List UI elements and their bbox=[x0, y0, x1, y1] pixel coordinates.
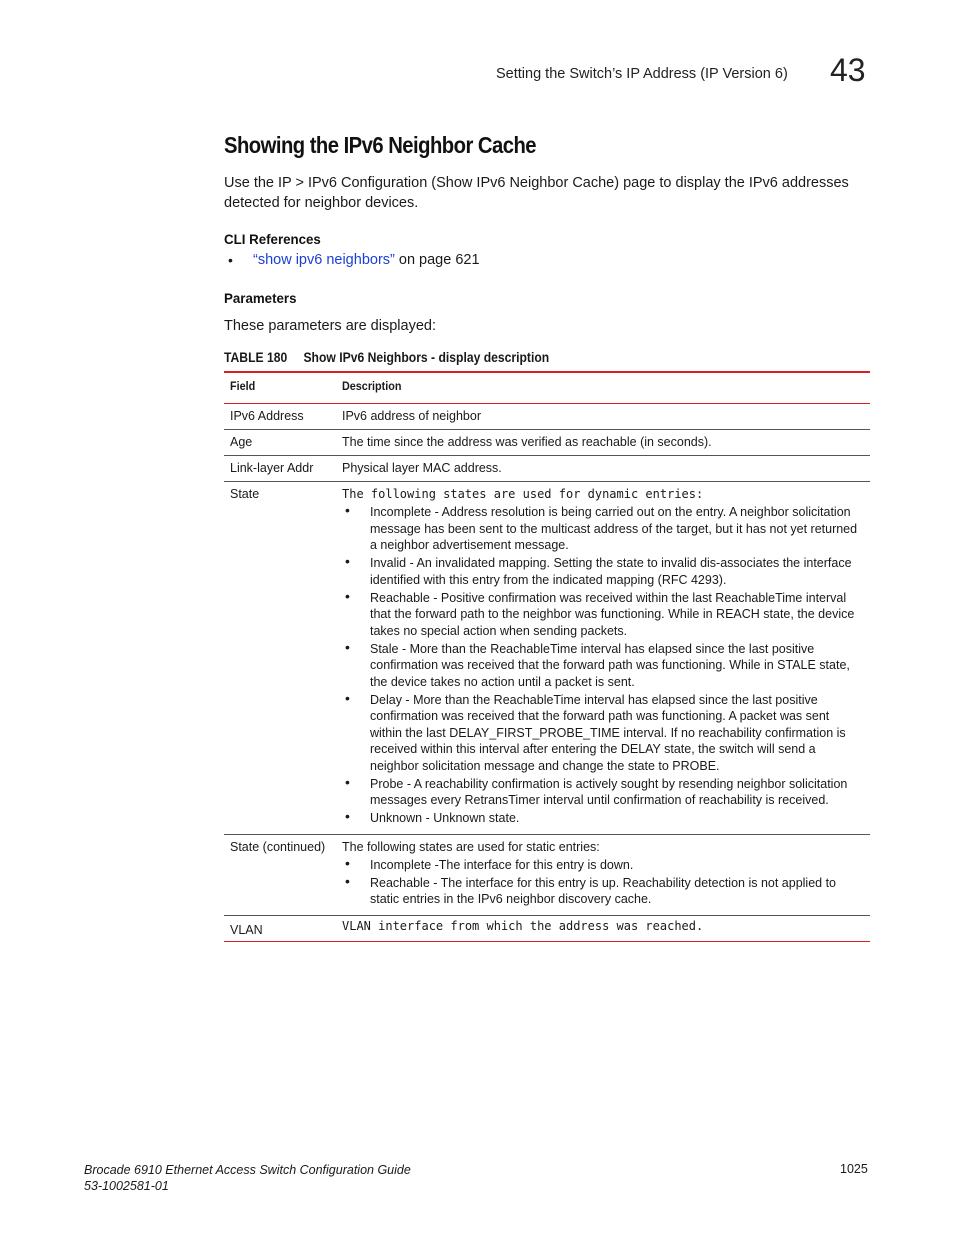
parameters-heading: Parameters bbox=[224, 290, 297, 306]
table-caption-title: Show IPv6 Neighbors - display description bbox=[303, 350, 550, 365]
list-item: • Probe - A reachability confirmation is actively sought by resending neighbor solicitation messages every RetransTimer interval until confirmation of reachability is received. bbox=[345, 773, 848, 807]
table-header-row bbox=[224, 371, 870, 404]
field-cell: IPv6 Address bbox=[230, 409, 304, 423]
table-row bbox=[224, 430, 870, 456]
table-caption-label: TABLE 180 bbox=[224, 350, 288, 365]
table-row bbox=[224, 456, 870, 482]
bullet-icon: • bbox=[345, 872, 350, 889]
bullet-icon: • bbox=[345, 689, 350, 706]
list-item: • Incomplete - Address resolution is being carried out on the entry. A neighbor solicitation message has been sent to the multicast address of the target, but it has not yet returned a neighbor advertisement message. bbox=[345, 502, 858, 552]
parameters-text: These parameters are displayed: bbox=[224, 318, 436, 334]
field-cell: Age bbox=[230, 435, 253, 449]
field-cell: State bbox=[230, 487, 260, 501]
description-intro: The following states are used for dynamic entries: bbox=[342, 487, 704, 501]
static-state-list bbox=[342, 854, 864, 908]
cli-references-heading: CLI References bbox=[224, 231, 321, 247]
footer-page-number: 1025 bbox=[840, 1162, 868, 1176]
field-cell: VLAN bbox=[230, 922, 263, 937]
list-item: • Reachable - The interface for this entry is up. Reachability detection is not applied to static entries in the IPv6 neighbor discovery cache. bbox=[345, 872, 837, 906]
section-title: Showing the IPv6 Neighbor Cache bbox=[224, 132, 537, 158]
description-cell: IPv6 address of neighbor bbox=[342, 409, 481, 423]
description-intro: The following states are used for static entries: bbox=[342, 839, 600, 854]
footer-doc-number: 53-1002581-01 bbox=[84, 1179, 169, 1193]
list-item: • Delay - More than the ReachableTime interval has elapsed since the last positive confirmation was received that the forward path was functioning. A packet was sent within the last DELAY_FIRST_PROBE_TIME interval. If no reachability confirmation is received within this interval after entering the DELAY state, the switch will send a neighbor solicitation message and change the state to PROBE. bbox=[345, 689, 846, 773]
list-item: • Incomplete -The interface for this entry is down. bbox=[345, 854, 634, 872]
description-cell: VLAN interface from which the address was reached. bbox=[342, 918, 704, 933]
show-ipv6-neighbors-link[interactable]: “show ipv6 neighbors” bbox=[253, 252, 395, 268]
table-row bbox=[224, 404, 870, 430]
bullet-icon: • bbox=[345, 502, 350, 518]
section-intro: Use the IP > IPv6 Configuration (Show IPv6 Neighbor Cache) page to display the IPv6 addresses detected for neighbor devices. bbox=[224, 175, 849, 211]
table-caption bbox=[224, 350, 549, 365]
bullet-icon: • bbox=[345, 854, 350, 871]
header-description: Description bbox=[342, 379, 402, 393]
state-list bbox=[342, 504, 864, 827]
cli-reference-page: on page 621 bbox=[394, 252, 480, 268]
running-header-title: Setting the Switch’s IP Address (IP Version 6) bbox=[496, 66, 788, 82]
neighbors-table bbox=[224, 371, 870, 942]
bullet-icon: • bbox=[345, 773, 350, 790]
bullet-icon: • bbox=[345, 587, 350, 604]
bullet-icon: • bbox=[345, 553, 350, 569]
description-cell: Physical layer MAC address. bbox=[342, 461, 502, 475]
table-row-state bbox=[224, 482, 870, 835]
chapter-number: 43 bbox=[830, 52, 866, 88]
table-row-vlan bbox=[224, 916, 870, 942]
header-field: Field bbox=[230, 379, 256, 393]
list-item: • Invalid - An invalidated mapping. Setting the state to invalid dis-associates the interface identified with this entry from the indicated mapping (RFC 4293). bbox=[345, 553, 852, 587]
bullet-icon: • bbox=[345, 638, 350, 655]
footer-book-title: Brocade 6910 Ethernet Access Switch Configuration Guide bbox=[84, 1163, 411, 1177]
field-cell: Link-layer Addr bbox=[230, 461, 314, 475]
bullet-icon: • bbox=[345, 808, 350, 824]
description-cell: The time since the address was verified as reachable (in seconds). bbox=[342, 435, 712, 449]
footer-book-info bbox=[84, 1162, 411, 1194]
table-row-state-continued bbox=[224, 835, 870, 916]
list-item: • Unknown - Unknown state. bbox=[345, 808, 520, 825]
bullet-icon: • bbox=[228, 252, 233, 268]
list-item: • Stale - More than the ReachableTime interval has elapsed since the last positive confirmation was received that the forward path was functioning. While in STALE state, the device takes no action until a packet is sent. bbox=[345, 638, 850, 689]
field-cell: State (continued) bbox=[230, 839, 326, 854]
list-item: • Reachable - Positive confirmation was received within the last ReachableTime interval that the forward path to the neighbor was functioning. While in REACH state, the device takes no special action when sending packets. bbox=[345, 587, 855, 638]
